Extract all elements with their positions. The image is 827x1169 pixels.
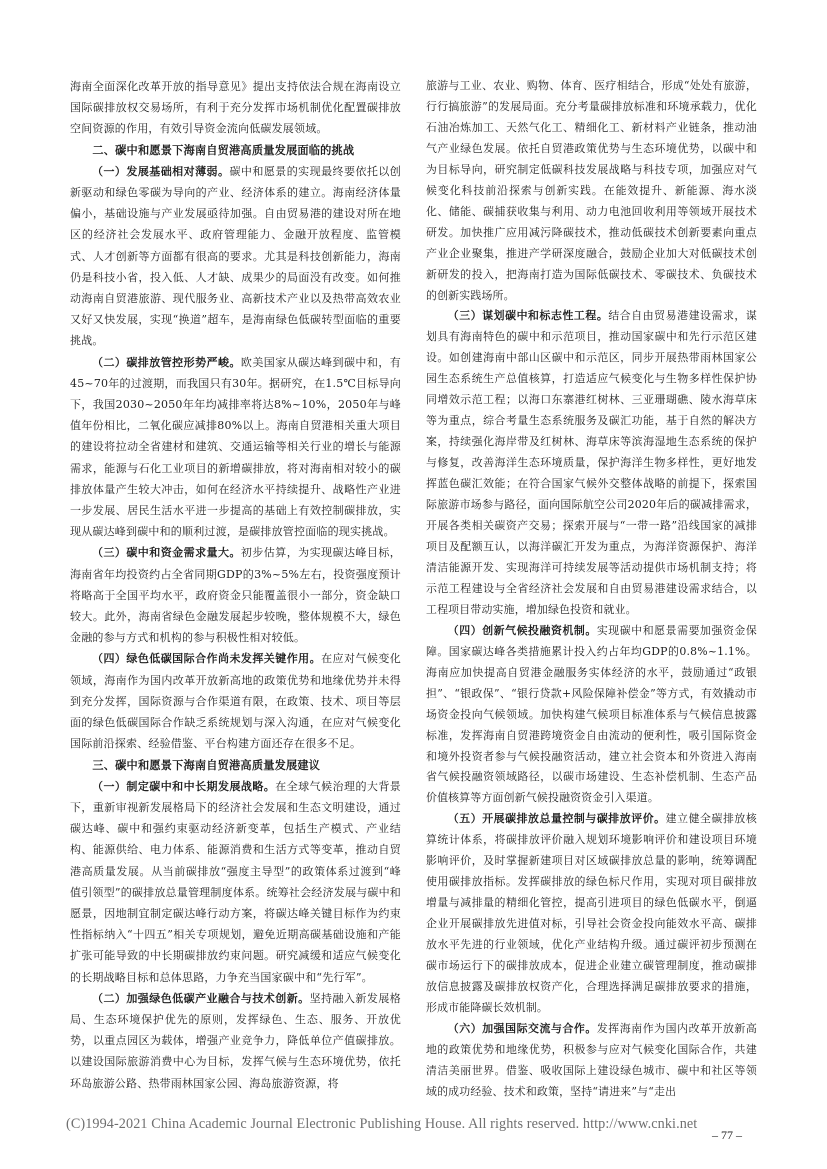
paragraph-text: 坚持融入新发展格局、生态环境保护优先的原则，发挥绿色、生态、服务、开放优势，以重点园区为载体，增强产业竞争力，降低单位产值碳排放。以建设国际旅游消费中心为目标，发挥气候与生态环境优势，依托环岛旅游公路、热带雨林国家公园、海岛旅游资源，将: [70, 991, 401, 1090]
paragraph-text: 欧美国家从碳达峰到碳中和，有45~70年的过渡期，而我国只有30年。据研究，在1.5℃目标导向下，我国2030~2050年年均减排率将达8%~10%，2050年与峰值年份相比，二氧化碳应减排80%以上。海南自贸港相关重大项目的建设将拉动全省建材和建筑、交通运输等相关行业的增长与能源需求，能源与石化工业项目的新增碳排放，将对海南相对较小的碳排放体量产生较大冲击，如何在经济水平持续提升、战略性产业进一步发展、居民生活水平进一步提高的基础上有效控制碳排放，实现从碳达峰到碳中和的顺利过渡，是碳排放管控面临的现实挑战。: [70, 355, 401, 539]
paragraph: [426, 621, 757, 810]
paragraph-text: 初步估算，为实现碳达峰目标，海南省年均投资约占全省同期GDP的3%~5%左右，投资强度预计将略高于全国平均水平，政府资金只能覆盖很小一部分，资金缺口较大。此外，海南省绿色金融发展起步较晚，整体规模不大，绿色金融的参与方式和机构的参与积极性相对较低。: [70, 546, 401, 645]
subsection-title: （五）开展碳排放总量控制与碳排放评价。: [447, 812, 666, 826]
paragraph: [70, 542, 401, 648]
paragraph: [70, 161, 401, 352]
paragraph: [70, 648, 401, 754]
paragraph-text: 碳中和愿景的实现最终要依托以创新驱动和绿色零碳为导向的产业、经济体系的建立。海南经济体量偏小，基础设施与产业发展亟待加强。自由贸易港的建设对所在地区的经济社会发展水平、政府管理能力、金融开放程度、监管模式、人才创新等方面都有很高的要求。尤其是科技创新能力，海南仍是科技小省，投入低、人才缺、成果少的局面没有改变。如何推动海南自贸港旅游、现代服务业、高新技术产业以及热带高效农业又好又快发展，实现“换道”超车，是海南绿色低碳转型面临的重要挑战。: [70, 164, 402, 348]
paragraph: 海南全面深化改革开放的指导意见》提出支持依法合规在海南设立国际碳排放权交易场所，有利于充分发挥市场机制优化配置碳排放空间资源的作用，有效引导资金流向低碳发展领域。: [70, 80, 401, 136]
section-heading: 三、碳中和愿景下海南自贸港高质量发展建议: [92, 758, 321, 772]
paragraph-text: 结合自由贸易港建设需求，谋划具有海南特色的碳中和示范项目，推动国家碳中和先行示范区建设。如创建海南中部山区碳中和示范区，同步开展热带雨林国家公园生态系统生产总值核算，打造适应气候变化与生物多样性保护协同增效示范工程；以海口东寨港红树林、三亚珊瑚礁、陵水海草床等为重点，综合考量生态系统服务及碳汇功能，基于自然的解决方案，持续强化海岸带及红树林、海草床等滨海湿地生态系统的保护与修复，改善海洋生态环境质量，保护海洋生物多样性，更好地发挥蓝色碳汇效能；在符合国家气候外交整体战略的前提下，探索国际旅游市场参与路径，面向国际航空公司2020年后的碳减排需求，开展各类相关碳资产交易；探索开展与“一带一路”沿线国家的减排项目及配额互认，以海洋碳汇开发为重点，为海洋资源保护、海洋清洁能源开发、实现海洋可持续发展等活动提供市场机制支持；将示范工程建设与全省经济社会发展和自由贸易港建设需求结合，以工程项目带动实施，增加绿色投资和就业。: [426, 309, 757, 616]
subsection-title: （三）碳中和资金需求量大。: [92, 546, 241, 560]
paragraph: [426, 809, 757, 1019]
left-column: [70, 76, 401, 1094]
right-column: [426, 76, 757, 1103]
paragraph: [70, 352, 401, 543]
page-number: – 77 –: [712, 1128, 742, 1142]
subsection-title: （一）制定碳中和中长期发展战略。: [92, 779, 276, 793]
subsection-title: （二）碳排放管控形势严峻。: [92, 355, 241, 369]
copyright-footer: (C)1994-2021 China Academic Journal Electronic Publishing House. All rights reserved. http://www.cnki.net: [66, 1116, 698, 1132]
subsection-title: （一）发展基础相对薄弱。: [92, 164, 230, 178]
paragraph: 旅游与工业、农业、购物、体育、医疗相结合，形成“处处有旅游，行行搞旅游”的发展局面。充分考量碳排放标准和环境承载力，优化石油冶炼加工、天然气化工、精细化工、新材料产业链条，推动油气产业绿色发展。依托自贸港政策优势与生态环境优势，以碳中和为目标导向，研究制定低碳科技发展战略与科技专项，加强应对气候变化科技前沿探索与创新实践。在能效提升、新能源、海水淡化、储能、碳捕获收集与利用、动力电池回收利用等领域开展技术研发。加快推广应用减污降碳技术，推动低碳技术创新要素向重点产业企业聚集，推进产学研深度融合，鼓励企业加大对低碳技术创新研发的投入，把海南打造为国际低碳技术、零碳技术、负碳技术的创新实践场所。: [426, 79, 757, 302]
paragraph: [70, 988, 401, 1094]
paragraph: [70, 776, 401, 988]
paragraph-text: 发挥海南作为国内改革开放新高地的政策优势和地缘优势，积极参与应对气候变化国际合作，共建清洁美丽世界。借鉴、吸收国际上建设绿色城市、碳中和社区等领域的成功经验、技术和政策，坚持“请进来”与“走出: [426, 1021, 757, 1098]
subsection-title: （四）绿色低碳国际合作尚未发挥关键作用。: [92, 652, 322, 666]
section-heading: 二、碳中和愿景下海南自贸港高质量发展面临的挑战: [92, 143, 355, 157]
paragraph-text: 实现碳中和愿景需要加强资金保障。国家碳达峰各类措施累计投入约占年均GDP的0.8%~1.1%。海南应加快提高自贸港金融服务实体经济的水平，鼓励通过“政银担”、“银政保”、“银行贷款+风险保障补偿金”等方式，有效撬动市场资金投向气候领域。加快构建气候项目标准体系与气候信息披露标准，发挥海南自贸港跨境资金自由流动的便利性，吸引国际资金和境外投资者参与气候投融资活动，建立社会资本和外资进入海南省气候投融资领域路径，以碳市场建设、生态补偿机制、生态产品价值核算等方面创新气候投融资资金引入渠道。: [426, 623, 757, 805]
subsection-title: （六）加强国际交流与合作。: [447, 1021, 597, 1035]
paragraph: [426, 306, 757, 620]
subsection-title: （三）谋划碳中和标志性工程。: [447, 309, 609, 323]
paragraph-text: 建立健全碳排放核算统计体系，将碳排放评价融入规划环境影响评价和建设项目环境影响评价，及时掌握新建项目对区域碳排放总量的影响，统筹调配使用碳排放指标。发挥碳排放的绿色标尺作用，实现对项目碳排放增量与减排量的精细化管控，提高引进项目的绿色低碳水平，倒逼企业开展碳排放先进值对标，引导社会资金投向能效水平高、碳排放水平先进的行业领域，优化产业结构升级。通过碳评初步预测在碳市场运行下的碳排放成本，促进企业建立碳管理制度，推动碳排放信息披露及碳排放权资产化，合理选择满足碳排放要求的措施，形成市能降碳长效机制。: [426, 812, 757, 1014]
subsection-title: （二）加强绿色低碳产业融合与技术创新。: [92, 991, 310, 1005]
paragraph: [426, 1019, 757, 1103]
subsection-title: （四）创新气候投融资机制。: [447, 623, 597, 637]
paragraph-text: 在应对气候变化领域，海南作为国内改革开放新高地的政策优势和地缘优势并未得到充分发挥，国际资源与合作渠道有限，在政策、技术、项目等层面的绿色低碳国际合作缺乏系统规划与深入沟通，在应对气候变化国际前沿探索、经验借鉴、平台构建方面还存在很多不足。: [70, 652, 401, 751]
paragraph-text: 在全球气候治理的大背景下，重新审视新发展格局下的经济社会发展和生态文明建设，通过碳达峰、碳中和强约束驱动经济新变革，包括生产模式、产业结构、能源供给、电力体系、能源消费和生活方式等变革，推动自贸港高质量发展。从当前碳排放“强度主导型”的政策体系过渡到“峰值引领型”的碳排放总量管理制度体系。统筹社会经济发展与碳中和愿景，因地制宜制定碳达峰行动方案，将碳达峰关键目标作为约束性指标纳入“十四五”相关专项规划，避免近期高碳基础设施和产能扩张可能导致的中长期碳排放约束问题。研究减缓和适应气候变化的长期战略目标和总体思路，力争充当国家碳中和“先行军”。: [70, 779, 402, 984]
